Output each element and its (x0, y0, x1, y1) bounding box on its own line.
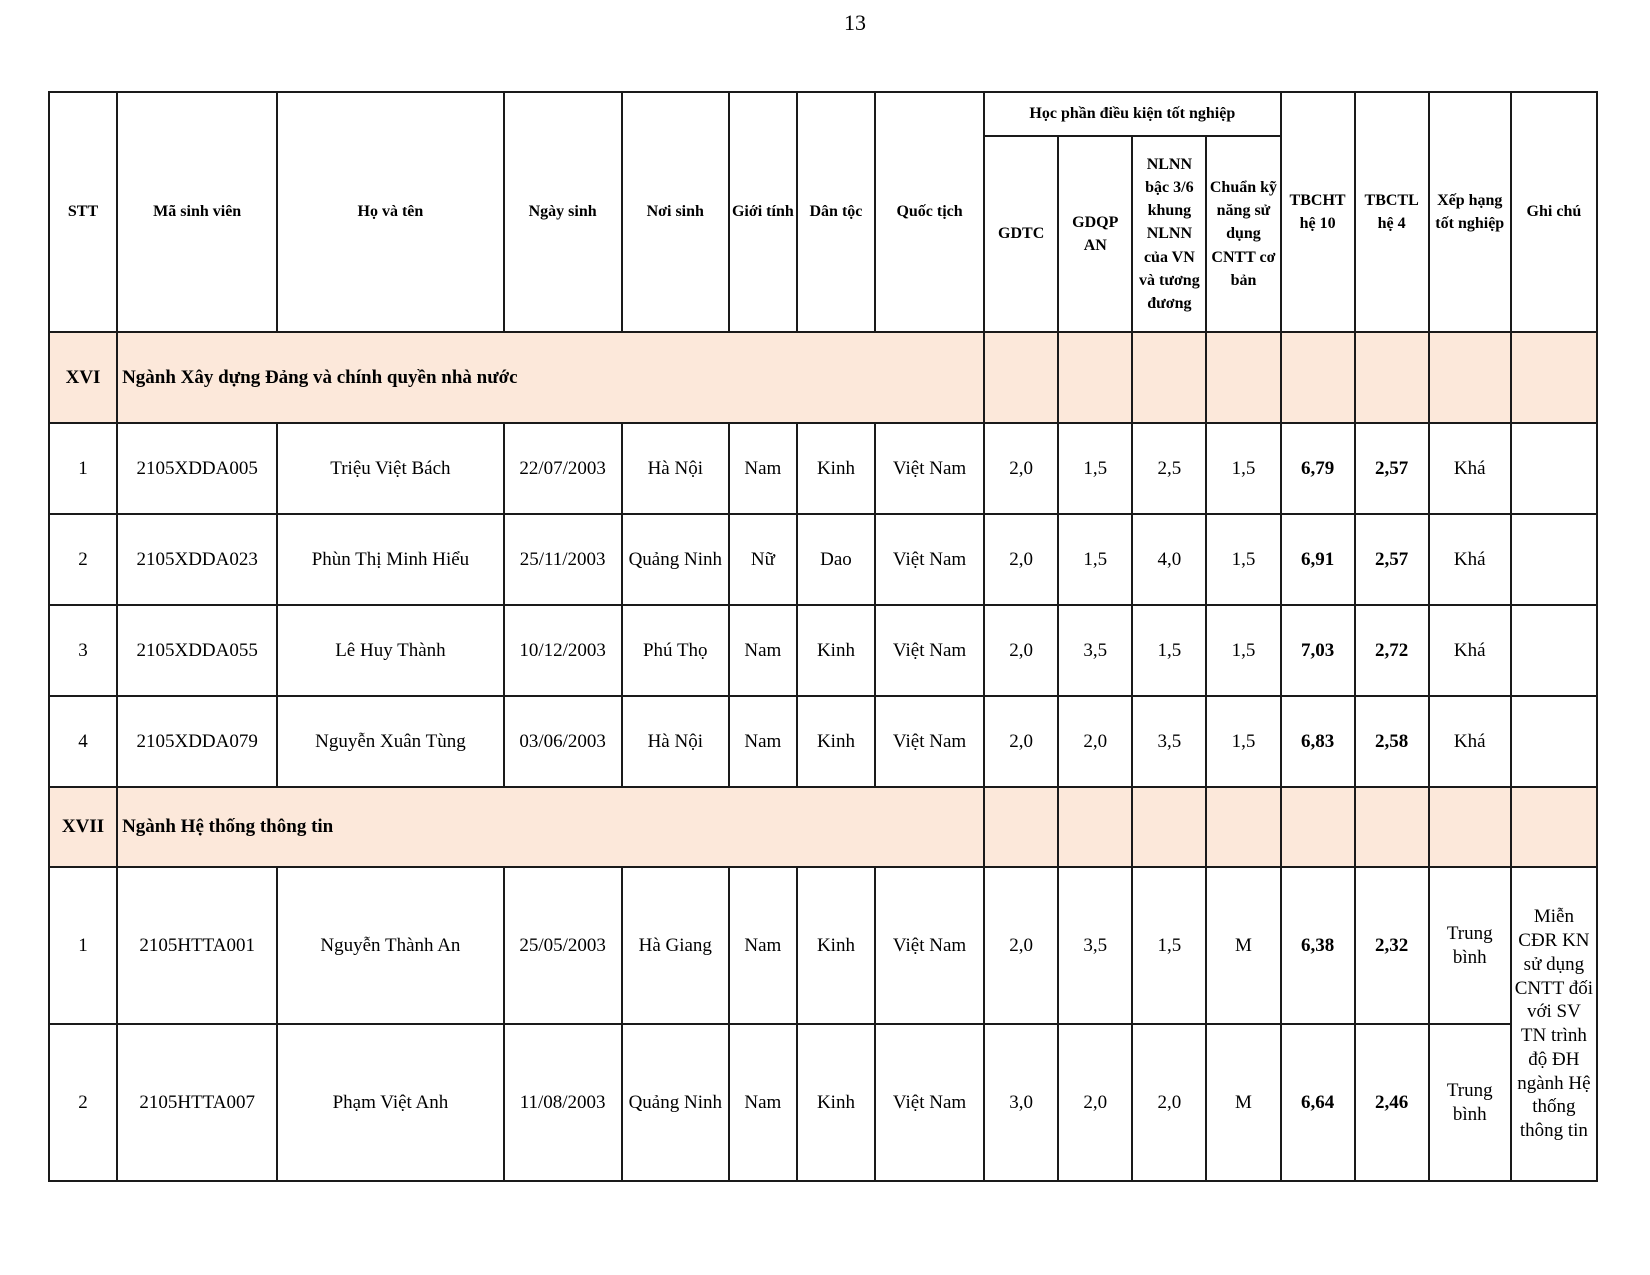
cell-gdtc: 2,0 (984, 423, 1058, 514)
cell-note (1511, 605, 1597, 696)
cell-student-id: 2105XDDA079 (117, 696, 277, 787)
cell-rank: Trung bình (1429, 1024, 1511, 1181)
cell-gdqp: 1,5 (1058, 514, 1132, 605)
cell-rank: Khá (1429, 423, 1511, 514)
cell-student-id: 2105XDDA023 (117, 514, 277, 605)
header-full-name: Họ và tên (277, 92, 503, 332)
cell-gdtc: 2,0 (984, 696, 1058, 787)
table-row (49, 514, 1597, 605)
cell-gender: Nữ (729, 514, 797, 605)
cell-stt: 2 (49, 514, 117, 605)
table-row (49, 696, 1597, 787)
cell-tbcht: 6,38 (1281, 867, 1355, 1024)
header-birthplace: Nơi sinh (622, 92, 729, 332)
header-tbctl: TBCTL hệ 4 (1355, 92, 1429, 332)
cell-ethnicity: Kinh (797, 696, 875, 787)
header-cntt: Chuẩn kỹ năng sử dụng CNTT cơ bản (1206, 136, 1280, 332)
cell-dob: 03/06/2003 (504, 696, 622, 787)
header-note: Ghi chú (1511, 92, 1597, 332)
cell-tbctl: 2,32 (1355, 867, 1429, 1024)
cell-nationality: Việt Nam (875, 514, 984, 605)
cell-rank: Khá (1429, 605, 1511, 696)
cell-gdqp: 3,5 (1058, 605, 1132, 696)
page-number: 13 (844, 10, 866, 35)
cell-student-id: 2105HTTA007 (117, 1024, 277, 1181)
cell-tbctl: 2,57 (1355, 423, 1429, 514)
header-nationality: Quốc tịch (875, 92, 984, 332)
cell-full-name: Phạm Việt Anh (277, 1024, 503, 1181)
cell-nlnn: 3,5 (1132, 696, 1206, 787)
cell-note (1511, 423, 1597, 514)
header-grad-conditions: Học phần điều kiện tốt nghiệp (984, 92, 1280, 136)
section-title: Ngành Hệ thống thông tin (117, 787, 984, 867)
table-row (49, 867, 1597, 1024)
section-code: XVII (49, 787, 117, 867)
cell-ethnicity: Kinh (797, 1024, 875, 1181)
cell-nationality: Việt Nam (875, 1024, 984, 1181)
cell-nationality: Việt Nam (875, 423, 984, 514)
cell-cntt: 1,5 (1206, 696, 1280, 787)
table-row (49, 1024, 1597, 1181)
header-gdtc: GDTC (984, 136, 1058, 332)
cell-rank: Khá (1429, 696, 1511, 787)
header-student-id: Mã sinh viên (117, 92, 277, 332)
cell-nlnn: 2,5 (1132, 423, 1206, 514)
header-stt: STT (49, 92, 117, 332)
header-dob: Ngày sinh (504, 92, 622, 332)
cell-tbcht: 6,91 (1281, 514, 1355, 605)
cell-gdtc: 3,0 (984, 1024, 1058, 1181)
cell-birthplace: Phú Thọ (622, 605, 729, 696)
cell-cntt: M (1206, 1024, 1280, 1181)
cell-student-id: 2105XDDA005 (117, 423, 277, 514)
cell-dob: 25/05/2003 (504, 867, 622, 1024)
cell-nationality: Việt Nam (875, 867, 984, 1024)
cell-gdtc: 2,0 (984, 514, 1058, 605)
graduation-table (48, 91, 1598, 1182)
cell-full-name: Lê Huy Thành (277, 605, 503, 696)
cell-nlnn: 2,0 (1132, 1024, 1206, 1181)
header-gender: Giới tính (729, 92, 797, 332)
section-code: XVI (49, 332, 117, 423)
cell-full-name: Nguyễn Xuân Tùng (277, 696, 503, 787)
cell-full-name: Triệu Việt Bách (277, 423, 503, 514)
table-row (49, 423, 1597, 514)
cell-birthplace: Hà Nội (622, 696, 729, 787)
cell-tbcht: 6,83 (1281, 696, 1355, 787)
cell-gdqp: 3,5 (1058, 867, 1132, 1024)
cell-tbcht: 6,79 (1281, 423, 1355, 514)
section-title: Ngành Xây dựng Đảng và chính quyền nhà nước (117, 332, 984, 423)
section-row (49, 787, 1597, 867)
cell-gender: Nam (729, 423, 797, 514)
section-row (49, 332, 1597, 423)
cell-gender: Nam (729, 1024, 797, 1181)
cell-tbctl: 2,46 (1355, 1024, 1429, 1181)
cell-ethnicity: Kinh (797, 423, 875, 514)
cell-dob: 11/08/2003 (504, 1024, 622, 1181)
cell-cntt: 1,5 (1206, 423, 1280, 514)
cell-ethnicity: Kinh (797, 605, 875, 696)
cell-gdqp: 2,0 (1058, 696, 1132, 787)
cell-dob: 25/11/2003 (504, 514, 622, 605)
cell-gender: Nam (729, 867, 797, 1024)
cell-stt: 2 (49, 1024, 117, 1181)
header-rank: Xếp hạng tốt nghiệp (1429, 92, 1511, 332)
cell-nlnn: 4,0 (1132, 514, 1206, 605)
cell-gdtc: 2,0 (984, 867, 1058, 1024)
cell-birthplace: Quảng Ninh (622, 1024, 729, 1181)
cell-rank: Trung bình (1429, 867, 1511, 1024)
cell-birthplace: Hà Nội (622, 423, 729, 514)
cell-cntt: 1,5 (1206, 605, 1280, 696)
cell-tbcht: 6,64 (1281, 1024, 1355, 1181)
cell-gdqp: 1,5 (1058, 423, 1132, 514)
cell-stt: 1 (49, 867, 117, 1024)
cell-gdtc: 2,0 (984, 605, 1058, 696)
cell-note (1511, 696, 1597, 787)
cell-dob: 22/07/2003 (504, 423, 622, 514)
header-tbcht: TBCHT hệ 10 (1281, 92, 1355, 332)
cell-cntt: 1,5 (1206, 514, 1280, 605)
cell-shared-note: Miễn CĐR KN sử dụng CNTT đối với SV TN trình độ ĐH ngành Hệ thống thông tin (1511, 867, 1597, 1181)
cell-full-name: Nguyễn Thành An (277, 867, 503, 1024)
cell-full-name: Phùn Thị Minh Hiểu (277, 514, 503, 605)
cell-birthplace: Quảng Ninh (622, 514, 729, 605)
cell-nlnn: 1,5 (1132, 605, 1206, 696)
cell-ethnicity: Kinh (797, 867, 875, 1024)
cell-tbctl: 2,72 (1355, 605, 1429, 696)
cell-gender: Nam (729, 605, 797, 696)
table-row (49, 605, 1597, 696)
cell-birthplace: Hà Giang (622, 867, 729, 1024)
cell-gdqp: 2,0 (1058, 1024, 1132, 1181)
cell-student-id: 2105XDDA055 (117, 605, 277, 696)
cell-tbctl: 2,57 (1355, 514, 1429, 605)
header-nlnn: NLNN bậc 3/6 khung NLNN của VN và tương đương (1132, 136, 1206, 332)
header-row-1 (49, 92, 1597, 136)
cell-dob: 10/12/2003 (504, 605, 622, 696)
cell-nationality: Việt Nam (875, 605, 984, 696)
cell-cntt: M (1206, 867, 1280, 1024)
cell-stt: 1 (49, 423, 117, 514)
cell-ethnicity: Dao (797, 514, 875, 605)
cell-student-id: 2105HTTA001 (117, 867, 277, 1024)
cell-nationality: Việt Nam (875, 696, 984, 787)
header-ethnicity: Dân tộc (797, 92, 875, 332)
cell-rank: Khá (1429, 514, 1511, 605)
header-gdqp: GDQP AN (1058, 136, 1132, 332)
cell-stt: 4 (49, 696, 117, 787)
cell-stt: 3 (49, 605, 117, 696)
cell-tbctl: 2,58 (1355, 696, 1429, 787)
cell-note (1511, 514, 1597, 605)
cell-tbcht: 7,03 (1281, 605, 1355, 696)
cell-nlnn: 1,5 (1132, 867, 1206, 1024)
cell-gender: Nam (729, 696, 797, 787)
